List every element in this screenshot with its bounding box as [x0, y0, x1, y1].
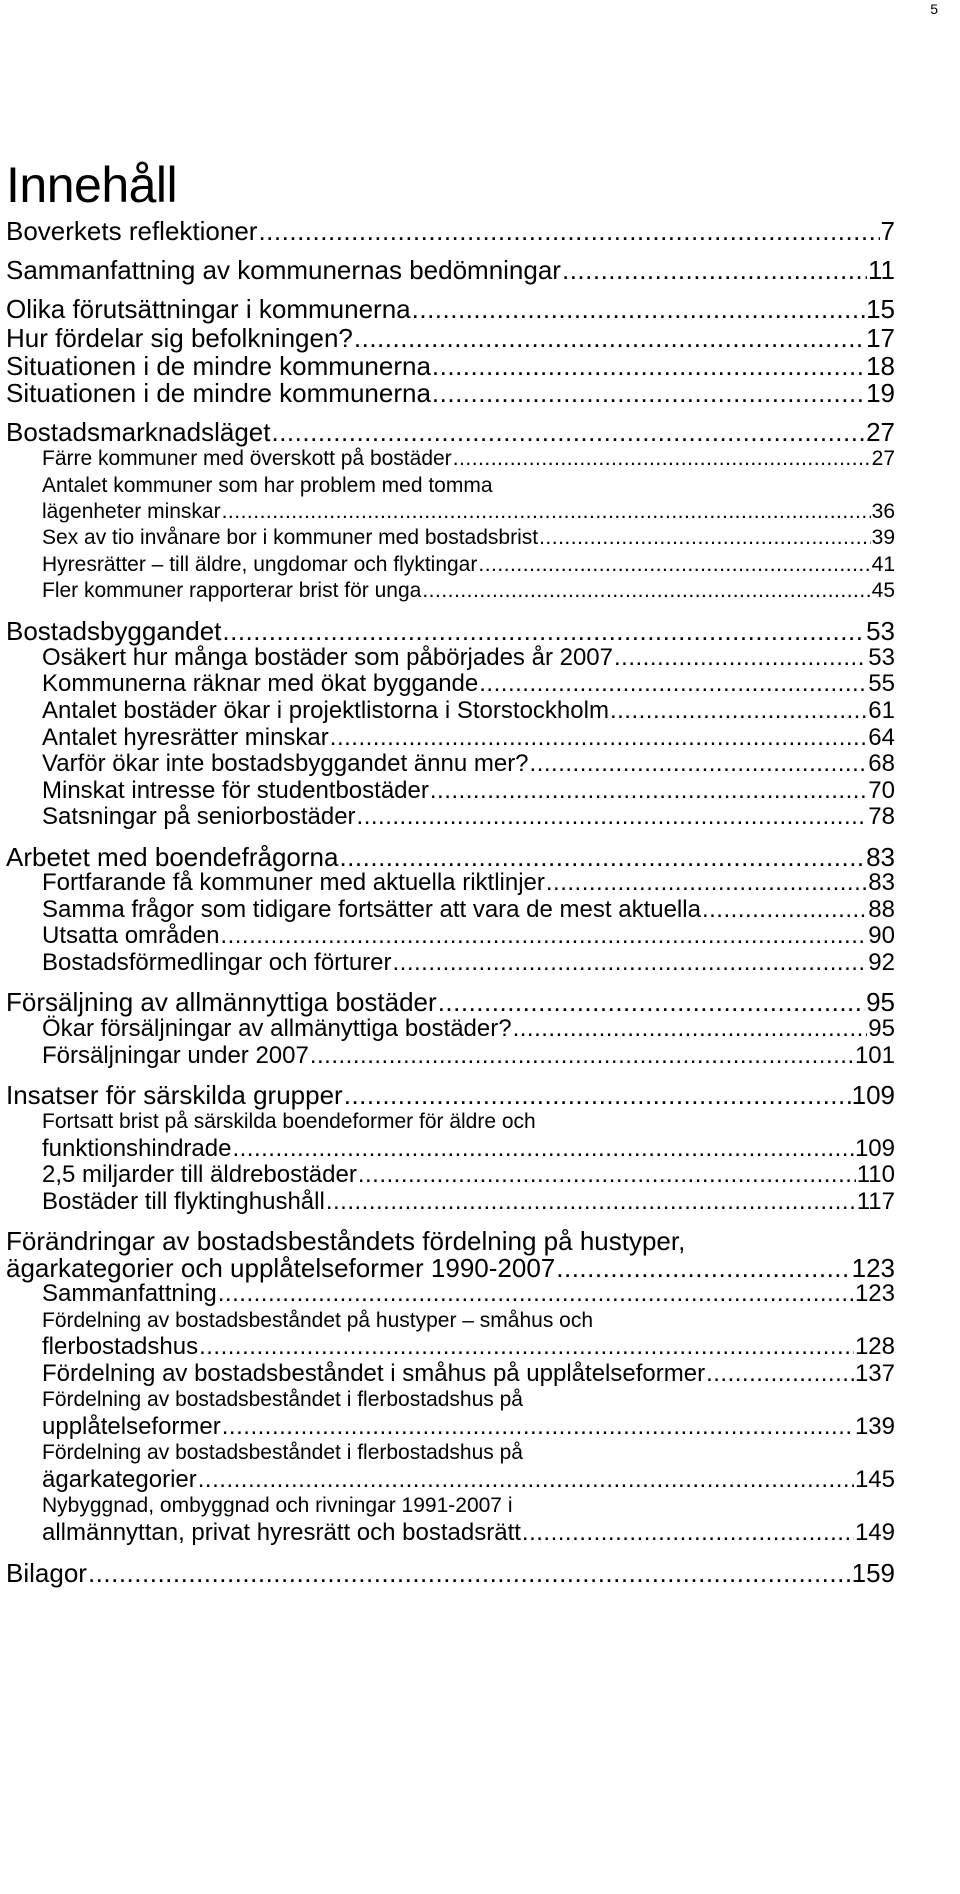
toc-entry-page-number: 159: [851, 1558, 895, 1588]
toc-entry-title: Minskat intresse för studentbostäder: [42, 777, 429, 804]
toc-entry-title: flerbostadshus: [42, 1333, 199, 1360]
page-number: 5: [930, 1, 938, 17]
toc-entry-page-number: 78: [868, 803, 895, 830]
toc-entry[interactable]: [6, 575, 895, 607]
toc-entry-page-number: 149: [854, 1519, 895, 1546]
toc-entry-page-number: 128: [854, 1333, 895, 1360]
toc-entry-page-number: 109: [851, 1080, 895, 1110]
toc-entry-title: Hyresrätter – till äldre, ungdomar och flyktingar: [42, 553, 478, 576]
toc-entry[interactable]: [6, 293, 895, 325]
toc-entry-page-number: 83: [868, 869, 895, 896]
dot-leader: [432, 377, 865, 409]
toc-entry-title: Bostadsförmedlingar och förturer: [42, 949, 392, 976]
toc-entry-page-number: 7: [880, 216, 895, 246]
toc-entry-title: Boverkets reflektioner: [6, 216, 258, 246]
toc-entry-title: Ökar försäljningar av allmänyttiga bostäder?: [42, 1015, 512, 1042]
dot-leader: [88, 1557, 851, 1589]
toc-entry-title: Bostadsmarknadsläget: [6, 417, 271, 447]
toc-entry-text-continued: Fördelning av bostadsbeståndet på hustyper – småhus och: [42, 1309, 594, 1332]
toc-entry-page-number: 11: [868, 255, 895, 285]
toc-entry-page-number: 17: [866, 323, 895, 353]
toc-entry-text-continued: Fördelning av bostadsbeståndet i flerbostadshus på: [42, 1441, 523, 1464]
toc-entry-title: Kommunerna räknar med ökat byggande: [42, 670, 479, 697]
toc-entry-page-number: 137: [854, 1360, 895, 1387]
toc-entry-page-number: 53: [866, 616, 895, 646]
toc-entry-page-number: 61: [868, 697, 895, 724]
toc-entry-page-number: 19: [866, 378, 895, 408]
toc-entry-page-number: 45: [871, 579, 895, 602]
toc-entry-text-continued: Fördelning av bostadsbeståndet i flerbostadshus på: [42, 1388, 523, 1411]
toc-entry-title: lägenheter minskar: [42, 500, 221, 523]
toc-entry-page-number: 95: [866, 987, 895, 1017]
toc-entry-title: Bilagor: [6, 1558, 87, 1588]
toc-entry-title: Försäljning av allmännyttiga bostäder: [6, 987, 437, 1017]
toc-entry-page-number: 64: [868, 724, 895, 751]
toc-entry-title: allmännyttan, privat hyresrätt och bostadsrätt: [42, 1519, 521, 1546]
toc-entry-title: Fler kommuner rapporterar brist för unga: [42, 579, 422, 602]
toc-entry-page-number: 88: [868, 896, 895, 923]
toc-entry-page-number: 18: [866, 351, 895, 381]
toc-entry-page-number: 68: [868, 750, 895, 777]
dot-leader: [706, 1358, 854, 1390]
dot-leader: [412, 293, 865, 325]
toc-entry-title: ägarkategorier och upplåtelseformer 1990-2007: [6, 1253, 556, 1283]
toc-entry-title: Osäkert hur många bostäder som påbörjades år 2007: [42, 644, 613, 671]
toc-entry[interactable]: [6, 1186, 895, 1218]
toc-entry-page-number: 123: [854, 1280, 895, 1307]
toc-entry-title: Arbetet med boendefrågorna: [6, 842, 339, 872]
toc-entry[interactable]: [6, 1040, 895, 1072]
toc-entry[interactable]: [6, 1517, 895, 1549]
toc-entry-text-continued: Fortsatt brist på särskilda boendeformer för äldre och: [42, 1110, 536, 1133]
toc-entry-title: Situationen i de mindre kommunerna: [6, 351, 431, 381]
toc-entry-title: Fördelning av bostadsbeståndet i småhus på upplåtelseformer: [42, 1360, 706, 1387]
toc-entry[interactable]: [6, 1557, 895, 1589]
dot-leader: [562, 254, 867, 286]
toc-entry-title: Sammanfattning: [42, 1280, 217, 1307]
toc-entry-title: Olika förutsättningar i kommunerna: [6, 294, 411, 324]
toc-entry[interactable]: [6, 215, 895, 247]
toc-entry-title: Situationen i de mindre kommunerna: [6, 378, 431, 408]
toc-entry-title: Fortfarande få kommuner med aktuella riktlinjer: [42, 869, 545, 896]
toc-entry-page-number: 95: [868, 1015, 895, 1042]
toc-entry[interactable]: [6, 254, 895, 286]
toc-entry-title: Hur fördelar sig befolkningen?: [6, 323, 353, 353]
toc-entry-title: Samma frågor som tidigare fortsätter att vara de mest aktuella: [42, 896, 701, 923]
dot-leader: [453, 443, 871, 475]
toc-entry-page-number: 27: [871, 447, 895, 470]
toc-entry-page-number: 70: [868, 777, 895, 804]
dot-leader: [310, 1040, 854, 1072]
toc-entry-page-number: 15: [866, 294, 895, 324]
toc-entry-title: Antalet bostäder ökar i projektlistorna i Storstockholm: [42, 697, 609, 724]
toc-entry-text-continued: Antalet kommuner som har problem med tomma: [42, 474, 493, 497]
toc-entry-title: Sex av tio invånare bor i kommuner med bostadsbrist: [42, 526, 539, 549]
toc-entry-page-number: 101: [854, 1042, 895, 1069]
dot-leader: [357, 801, 868, 833]
toc-entry-title: 2,5 miljarder till äldrebostäder: [42, 1161, 357, 1188]
toc-entry[interactable]: [6, 947, 895, 979]
toc-entry-page-number: 145: [854, 1466, 895, 1493]
toc-entry-text-continued: Nybyggnad, ombyggnad och rivningar 1991-2007 i: [42, 1494, 513, 1517]
toc-entry-page-number: 55: [868, 670, 895, 697]
toc-entry[interactable]: [6, 377, 895, 409]
toc-entry-title: Sammanfattning av kommunernas bedömningar: [6, 255, 561, 285]
toc-entry-text-continued: Förändringar av bostadsbeståndets fördelning på hustyper,: [6, 1226, 686, 1256]
toc-entry-title: ägarkategorier: [42, 1466, 197, 1493]
toc-entry-title: Försäljningar under 2007: [42, 1042, 309, 1069]
toc-entry-page-number: 117: [856, 1188, 895, 1215]
toc-entry-title: Satsningar på seniorbostäder: [42, 803, 356, 830]
toc-entry-page-number: 123: [851, 1253, 895, 1283]
page-title: Innehåll: [6, 157, 178, 213]
toc-entry-page-number: 27: [866, 417, 895, 447]
toc-entry-page-number: 92: [868, 949, 895, 976]
toc-entry-title: Utsatta områden: [42, 922, 220, 949]
toc-entry-title: Varför ökar inte bostadsbyggandet ännu mer?: [42, 750, 529, 777]
toc-entry-title: Bostadsbyggandet: [6, 616, 222, 646]
toc-entry-page-number: 36: [871, 500, 895, 523]
toc-entry-page-number: 83: [866, 842, 895, 872]
dot-leader: [258, 215, 879, 247]
dot-leader: [393, 947, 868, 979]
toc-entry-page-number: 110: [856, 1161, 895, 1188]
toc-entry-title: Bostäder till flyktinghushåll: [42, 1188, 325, 1215]
toc-entry-page-number: 39: [871, 526, 895, 549]
toc-entry-title: Antalet hyresrätter minskar: [42, 724, 329, 751]
toc-entry-page-number: 41: [871, 553, 895, 576]
toc-entry-page-number: 53: [868, 644, 895, 671]
dot-leader: [326, 1186, 856, 1218]
dot-leader: [422, 575, 870, 607]
toc-entry-page-number: 90: [868, 922, 895, 949]
toc-entry-title: Färre kommuner med överskott på bostäder: [42, 447, 452, 470]
toc-entry-title: funktionshindrade: [42, 1135, 232, 1162]
toc-entry-title: upplåtelseformer: [42, 1413, 221, 1440]
toc-entry-title: Insatser för särskilda grupper: [6, 1080, 343, 1110]
toc-entry-page-number: 109: [854, 1135, 895, 1162]
dot-leader: [522, 1517, 854, 1549]
toc-entry-page-number: 139: [854, 1413, 895, 1440]
toc-entry[interactable]: [6, 801, 895, 833]
